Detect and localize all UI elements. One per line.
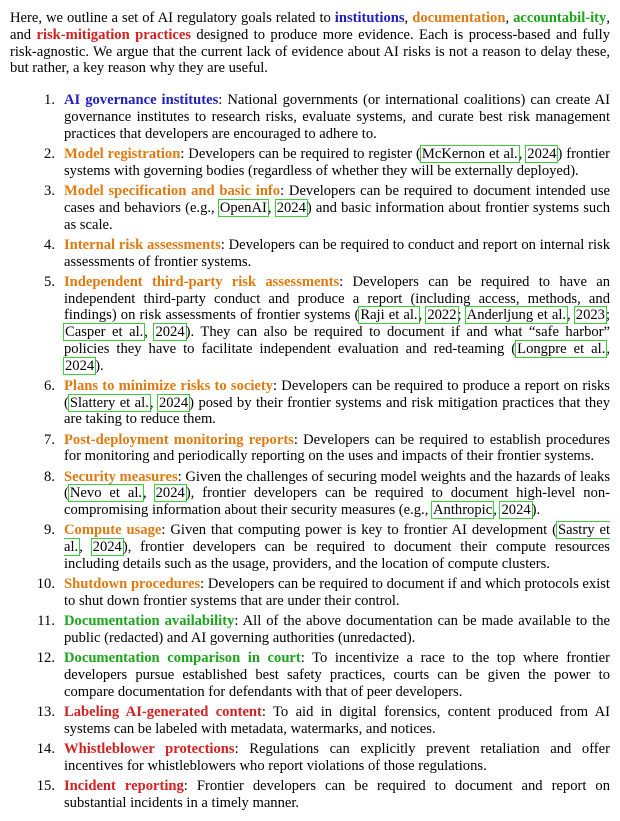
keyword-institutions: institutions: [334, 10, 405, 26]
item-number: 5.: [44, 273, 55, 290]
list-item: [10, 576, 610, 610]
citation-link[interactable]: Slattery et al.: [69, 394, 149, 411]
item-text: ,: [267, 199, 276, 216]
item-text: : Developers can be required to document intended use cases and behaviors (e.g.,: [64, 182, 610, 216]
item-title: Model specification and basic info: [64, 182, 281, 199]
item-text: : Frontier developers can be required to document and report on substantial incidents in a timely manner.: [64, 777, 610, 811]
intro-text: ,: [505, 10, 514, 26]
item-number: 9.: [44, 522, 55, 539]
item-number: 4.: [44, 236, 55, 253]
citation-link[interactable]: 2024: [158, 394, 189, 411]
item-text: ;: [457, 307, 466, 324]
intro-text: , and: [10, 10, 611, 43]
list-item: [10, 469, 610, 519]
item-text: ,: [567, 307, 575, 324]
item-text: : Given that computing power is key to frontier AI development (: [161, 522, 558, 539]
item-text: : To incentivize a race to the top where frontier developers pursue established best safety practices, courts can be given the power to compare documentation for defendants with that of peer developers.: [64, 650, 610, 700]
item-text: ), frontier developers can be required to document their compute resources including details such as the usage, providers, and the location of compute clusters.: [64, 539, 610, 573]
item-text: ) posed by their frontier systems and risk mitigation practices that they are taking to reduce them.: [64, 394, 610, 428]
citation-link[interactable]: Casper et al.: [65, 324, 144, 341]
item-title: Independent third-party risk assessments: [64, 273, 340, 290]
citation-link[interactable]: 2024: [155, 324, 185, 341]
item-number: 11.: [37, 613, 55, 630]
citation-link[interactable]: McKernon et al.: [421, 145, 518, 162]
list-item: [10, 522, 610, 572]
item-text: : Developers can be required to register (: [180, 145, 421, 162]
item-number: 7.: [44, 431, 55, 448]
item-text: : Developers can be required to establish procedures for monitoring and periodically reporting on the uses and impacts of their frontier systems.: [64, 431, 610, 465]
keyword-risk-mitigation: risk-mitigation practices: [36, 26, 192, 43]
keyword-documentation: documentation: [412, 10, 506, 26]
list-item: [10, 274, 610, 375]
item-number: 13.: [36, 703, 55, 720]
item-text: ,: [143, 485, 155, 502]
list-item: [10, 146, 610, 180]
citation-link[interactable]: Anthropic: [433, 502, 493, 519]
item-text: ,: [518, 145, 527, 162]
item-text: : Developers can be required to conduct and report on internal risk assessments of frontier systems.: [64, 236, 611, 270]
item-number: 3.: [44, 182, 55, 199]
list-item: [10, 183, 610, 233]
regulatory-goals-list: [10, 92, 610, 811]
item-title: Documentation availability: [64, 613, 235, 630]
item-text: ,: [144, 324, 155, 341]
item-number: 14.: [36, 740, 55, 757]
item-text: ,: [149, 394, 158, 411]
list-item: [10, 378, 610, 428]
citation-link[interactable]: Anderljung et al.: [466, 307, 567, 324]
list-item: [10, 237, 610, 271]
item-text: ). They can also be required to document if and what “safe harbor” policies they have to facilitate independent evaluation and red-teaming (: [64, 324, 610, 357]
item-title: AI governance institutes: [64, 92, 219, 109]
item-text: : Developers can be required to have an independent third-party conduct and produce a report (including access, methods, and findings) on risk assessments of frontier systems (: [64, 273, 610, 324]
item-title: Post-deployment monitoring reports: [64, 431, 294, 448]
keyword-accountability: accountabil-ity: [513, 10, 607, 26]
item-number: 12.: [36, 650, 55, 667]
item-title: Shutdown procedures: [64, 576, 201, 593]
list-item: [10, 650, 610, 700]
citation-link[interactable]: Raji et al.: [360, 307, 418, 324]
citation-link[interactable]: OpenAI: [219, 199, 267, 216]
item-text: ).: [531, 502, 541, 519]
list-item: [10, 741, 610, 775]
item-title: Plans to minimize risks to society: [64, 377, 274, 394]
citation-link[interactable]: 2023: [575, 307, 605, 324]
list-item: [10, 704, 610, 738]
item-number: 8.: [44, 468, 55, 485]
item-title: Security measures: [64, 468, 178, 485]
citation-link[interactable]: 2022: [427, 307, 457, 324]
item-text: : Developers can be required to document if and which protocols exist to shut down frontier systems that are under their control.: [64, 576, 610, 610]
item-text: ), frontier developers can be required to document high-level non-compromising information about their security measures (e.g.,: [64, 485, 611, 519]
list-item: [10, 778, 610, 812]
item-title: Model registration: [64, 145, 181, 162]
citation-link[interactable]: 2024: [92, 539, 122, 556]
item-number: 15.: [36, 777, 55, 794]
item-title: Compute usage: [64, 522, 162, 539]
item-text: ) and basic information about frontier systems such as scale.: [64, 199, 611, 233]
item-text: ).: [95, 357, 104, 374]
citation-link[interactable]: 2024: [155, 485, 185, 502]
item-text: ,: [493, 502, 501, 519]
item-text: : Given the challenges of securing model weights and the hazards of leaks (: [64, 468, 611, 502]
citation-link[interactable]: 2024: [501, 502, 531, 519]
list-item: [10, 613, 610, 647]
citation-link[interactable]: 2024: [65, 357, 95, 374]
item-title: Whistleblower protections: [64, 740, 235, 757]
item-number: 10.: [36, 576, 55, 593]
item-number: 1.: [44, 92, 55, 109]
item-number: 6.: [44, 377, 55, 394]
item-text: ) frontier systems with governing bodies (regardless of whether they will be externally deployed).: [64, 145, 610, 179]
item-text: : Developers can be required to produce a report on risks (: [64, 377, 610, 411]
citation-link[interactable]: 2024: [276, 199, 306, 216]
item-text: : National governments (or international coalitions) can create AI governance institutes to research risks, evaluate systems, and curate best risk management practices that developers are encouraged to adhere to.: [64, 92, 610, 142]
citation-link[interactable]: Sastry et al.: [64, 522, 610, 556]
item-text: ;: [605, 307, 611, 324]
item-text: : All of the above documentation can be made available to the public (redacted) and AI governing authorities (unredacted).: [64, 613, 610, 646]
item-title: Incident reporting: [64, 777, 184, 794]
item-title: Internal risk assessments: [64, 236, 221, 253]
item-text: : To aid in digital forensics, content produced from AI systems can be labeled with metadata, watermarks, and notices.: [64, 703, 610, 737]
item-text: ,: [418, 307, 427, 324]
intro-text: designed to produce more evidence. Each is process-based and fully risk-agnostic. We argue that the current lack of evidence about AI risks is not a reason to delay these, but rather, a key reason why they are useful.: [10, 26, 610, 77]
intro-paragraph: [10, 10, 610, 77]
item-text: ,: [79, 539, 92, 556]
item-number: 2.: [44, 145, 55, 162]
item-text: : Regulations can explicitly prevent retaliation and offer incentives for whistleblowers who report violations of those regulations.: [64, 740, 611, 774]
list-item: [10, 92, 610, 142]
citation-link[interactable]: Longpre et al.: [517, 340, 606, 357]
intro-text: ,: [404, 10, 413, 26]
citation-link[interactable]: 2024: [527, 145, 557, 162]
item-title: Labeling AI-generated content: [64, 703, 262, 720]
list-item: [10, 432, 610, 466]
citation-link[interactable]: Nevo et al.: [69, 485, 143, 502]
item-text: ,: [606, 340, 610, 357]
item-title: Documentation comparison in court: [64, 650, 301, 667]
intro-text: Here, we outline a set of AI regulatory goals related to: [10, 10, 335, 26]
